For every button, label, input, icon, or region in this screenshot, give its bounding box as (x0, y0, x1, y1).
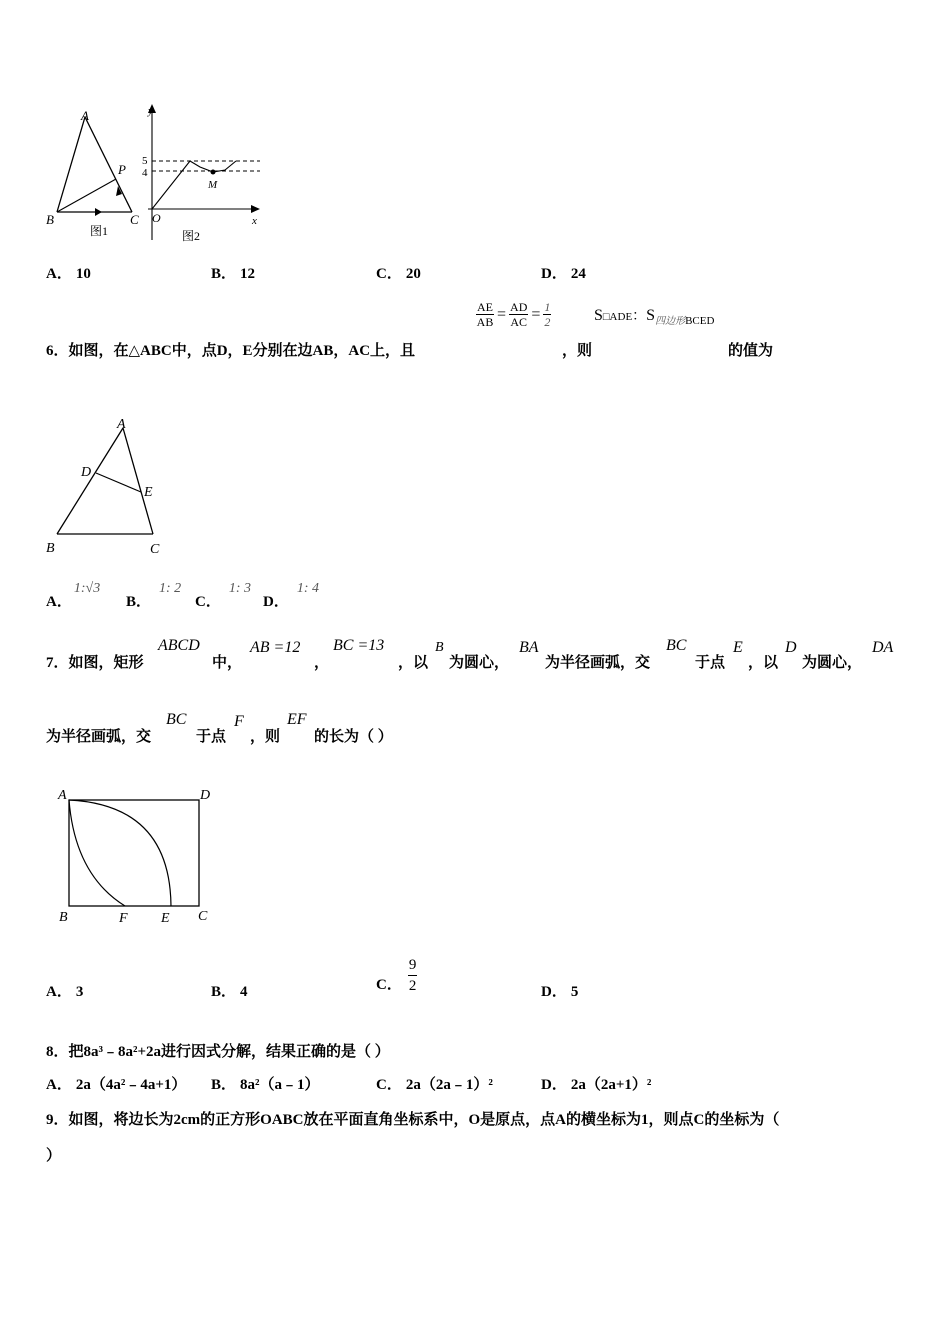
q7-text-8: 为圆心， (802, 655, 863, 671)
q7-text-2: 中， (212, 655, 243, 671)
q7-bc3: BC (166, 711, 187, 728)
q7-bc2: BC (666, 637, 687, 654)
q7-text-10: 于点 (196, 729, 227, 745)
q9-question-line1: 9．如图，将边长为2cm的正方形OABC放在平面直角坐标系中，O是原点，点A的横坐标为1，则点C的坐标为（ (46, 1112, 780, 1128)
q5-option-b[interactable]: B． 12 (211, 266, 256, 282)
q7-text-12: 的长为（ ） (314, 729, 393, 745)
q6-label-c: C (150, 542, 160, 557)
q7-label-b: B (59, 910, 68, 925)
q8-option-d[interactable]: D． 2a（2a+1）² (541, 1077, 652, 1093)
q5-option-c[interactable]: C． 20 (376, 266, 421, 282)
q5-figures (40, 100, 280, 250)
q5-label-c: C (130, 212, 139, 227)
q7-option-d[interactable]: D． 5 (541, 984, 579, 1000)
q7-ba: BA (519, 639, 539, 656)
q7-bc: BC =13 (333, 637, 385, 654)
q7-text-5: 为半径画弧，交 (545, 655, 651, 671)
q5-tick-4: 4 (142, 167, 148, 179)
q5-tick-5: 5 (142, 155, 148, 167)
q5-fig2-caption: 图2 (182, 229, 201, 243)
q5-label-p: P (118, 162, 126, 177)
q6-option-c[interactable]: C．1: 3 (195, 581, 252, 610)
q5-axis-y: y (148, 105, 153, 117)
q7-text-9: 为半径画弧，交 (46, 729, 152, 745)
q7-option-b[interactable]: B． 4 (211, 984, 248, 1000)
q5-label-b: B (46, 212, 54, 227)
q5-origin: O (152, 211, 161, 225)
q6-label-d: D (81, 465, 92, 480)
q7-label-e: E (161, 911, 170, 926)
q7-d: D (785, 639, 797, 656)
q5-fig1-triangle (46, 108, 139, 238)
q7-label-f: F (119, 911, 128, 926)
q7-f: F (234, 713, 244, 730)
q6-option-b[interactable]: B．1: 2 (126, 581, 182, 610)
q7-option-c[interactable]: C． $\frac{9}{2}$ (376, 957, 417, 994)
q5-point-m: M (208, 179, 218, 191)
q8-question: 8．把8a³﹣8a²+2a进行因式分解，结果正确的是（ ） (46, 1044, 390, 1060)
q7-figure (50, 780, 225, 930)
q5-fig2-graph (142, 104, 260, 243)
q7-label-a: A (58, 788, 67, 803)
q7-text-3: ，以 (398, 655, 429, 671)
q7-text-1: 7．如图，矩形 (46, 655, 144, 671)
q8-option-b[interactable]: B． 8a²（a﹣1） (211, 1077, 320, 1093)
q6-area-ratio: S□ADE：$S_{四边形BCED}$ (594, 307, 715, 327)
q7-text-4: 为圆心， (449, 655, 510, 671)
q6-question-mid: ，则 (562, 343, 593, 359)
q7-abcd: ABCD (158, 637, 200, 654)
q6-figure (40, 412, 170, 562)
q7-e: E (733, 639, 743, 656)
q5-fig1-caption: 图1 (90, 224, 109, 238)
q7-comma: ， (314, 655, 330, 671)
q7-text-11: ，则 (250, 729, 281, 745)
q7-label-d: D (200, 788, 211, 803)
q6-option-d[interactable]: D．1: 4 (263, 581, 320, 610)
q6-label-e: E (144, 485, 153, 500)
q6-formula: $\frac{AE}{AB}$ = $\frac{AD}{AC}$ = $\frac{1}{2}$ (476, 300, 551, 329)
q7-text-6: 于点 (695, 655, 726, 671)
q9-question-line2: ） (46, 1148, 62, 1164)
q7-da: DA (872, 639, 894, 656)
q6-option-a[interactable]: A．1:√3 (46, 581, 101, 610)
q7-option-a[interactable]: A． 3 (46, 984, 84, 1000)
q6-label-b: B (46, 541, 55, 556)
q5-option-a[interactable]: A． 10 (46, 266, 91, 282)
q8-option-c[interactable]: C． 2a（2a﹣1）² (376, 1077, 493, 1093)
q5-label-a: A (81, 108, 89, 123)
q6-question-post: 的值为 (728, 343, 774, 359)
q7-text-7: ，以 (748, 655, 779, 671)
q8-option-a[interactable]: A． 2a（4a²﹣4a+1） (46, 1077, 187, 1093)
q6-question-pre: 6．如图，在△ABC中，点D，E分别在边AB，AC上，且 (46, 343, 416, 359)
q7-ef: EF (287, 711, 307, 728)
q5-option-d[interactable]: D． 24 (541, 266, 586, 282)
q7-label-c: C (198, 909, 208, 924)
q6-label-a: A (117, 417, 126, 432)
q7-b: B (435, 640, 444, 655)
q7-ab: AB =12 (250, 639, 301, 656)
q5-axis-x: x (252, 215, 257, 227)
